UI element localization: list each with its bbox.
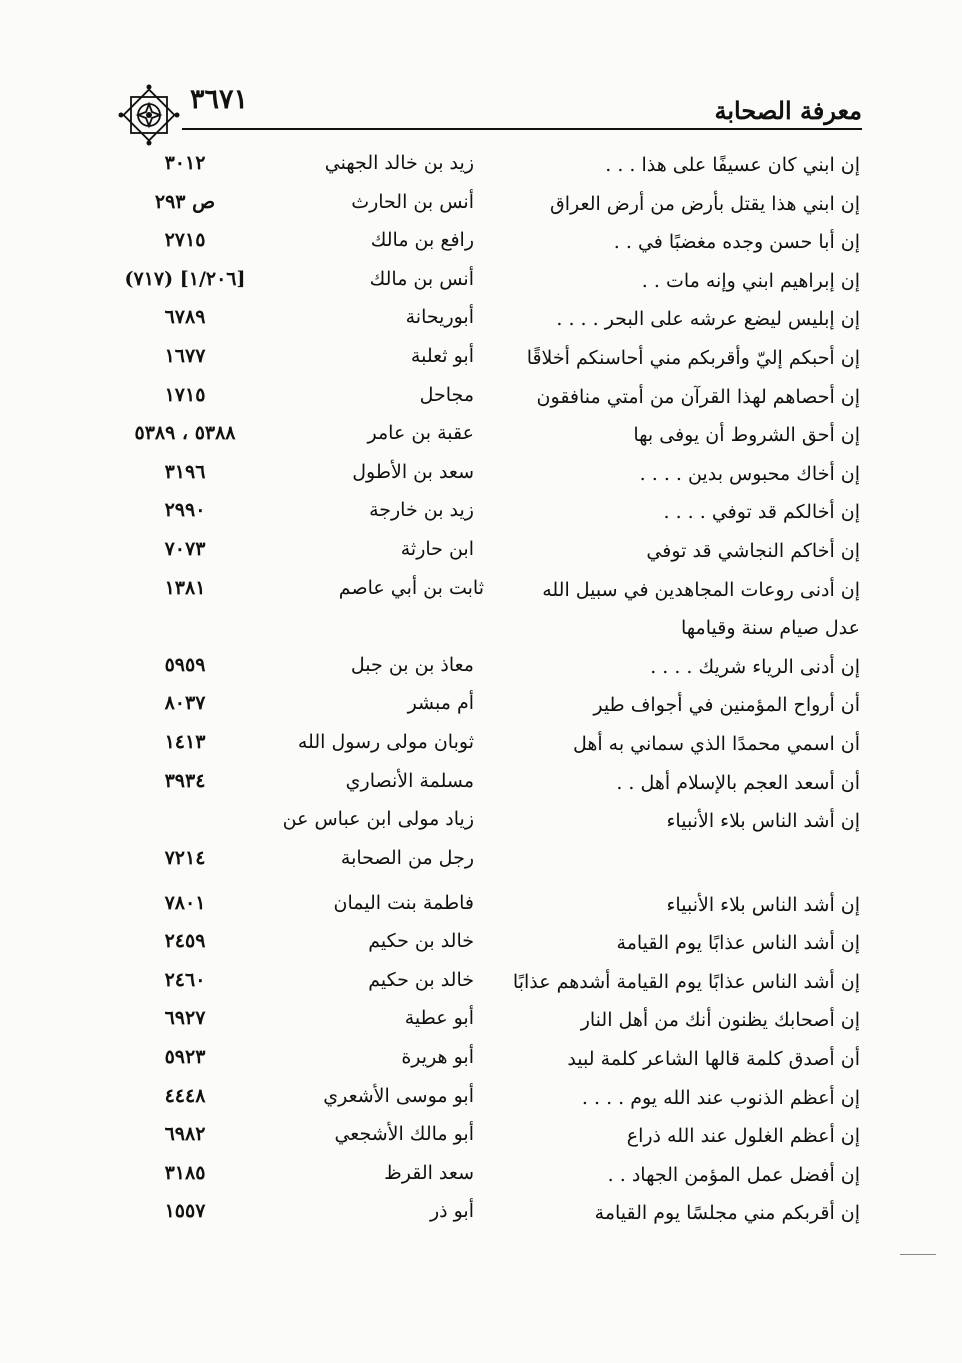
narrator-name: رافع بن مالك — [370, 229, 474, 252]
index-row — [0, 534, 962, 573]
hadith-opening-text: إن أخاكم النجاشي قد توفي — [646, 539, 860, 562]
reference-number: ٢٩٩٠ — [164, 499, 206, 522]
reference-number: ٢٤٦٠ — [164, 968, 206, 991]
hadith-opening-text: أن اسمي محمدًا الذي سماني به أهل — [572, 732, 860, 755]
reference-number: ٣٩٣٤ — [164, 769, 206, 792]
index-row — [0, 1196, 962, 1235]
index-row — [0, 766, 962, 805]
index-row — [0, 965, 962, 1004]
index-row — [0, 888, 962, 927]
index-row — [0, 1042, 962, 1081]
index-row — [0, 1119, 962, 1158]
narrator-name: أبو ثعلبة — [410, 344, 474, 367]
index-row — [0, 1003, 962, 1042]
narrator-name: أم مبشر — [407, 692, 474, 715]
index-row — [0, 1081, 962, 1120]
narrator-name: أبو موسى الأشعري — [323, 1084, 474, 1107]
reference-number: ٦٩٢٧ — [164, 1007, 206, 1030]
narrator-name: مجاحل — [419, 383, 474, 406]
hadith-opening-text: إن أخالكم قد توفي . . . . — [663, 501, 860, 524]
narrator-name: فاطمة بنت اليمان — [333, 891, 474, 914]
narrator-name: سعد بن الأطول — [352, 460, 474, 483]
index-row — [0, 804, 962, 843]
reference-number: ٧٨٠١ — [164, 891, 206, 914]
reference-number: ٦٧٨٩ — [164, 306, 206, 329]
hadith-opening-text: إن إبراهيم ابني وإنه مات . . — [641, 269, 860, 292]
reference-number: ٤٤٤٨ — [164, 1084, 206, 1107]
reference-number: ٣٠١٢ — [164, 152, 206, 174]
narrator-name: ثابت بن أبي عاصم — [338, 576, 484, 599]
reference-number: ٥٣٨٨ ، ٥٣٨٩ — [134, 422, 236, 445]
hadith-opening-text: عدل صيام سنة وقيامها — [681, 617, 860, 640]
reference-number: [١/٢٠٦] (٧١٧) — [124, 267, 246, 290]
narrator-name: مسلمة الأنصاري — [345, 769, 474, 792]
reference-number: ٣١٩٦ — [164, 460, 206, 483]
narrator-name: أنس بن مالك — [369, 267, 474, 290]
reference-number: ٨٠٣٧ — [164, 692, 206, 715]
index-row — [0, 380, 962, 419]
hadith-opening-text: إن إبليس ليضع عرشه على البحر . . . . — [556, 308, 860, 331]
index-row — [0, 1158, 962, 1197]
page-header — [0, 0, 962, 140]
narrator-name: رجل من الصحابة — [340, 846, 474, 869]
reference-number: ٧٠٧٣ — [164, 537, 206, 560]
reference-number: ٢٧١٥ — [164, 229, 206, 252]
index-row — [0, 302, 962, 341]
hadith-opening-text: إن أخاك محبوس بدين . . . . — [639, 462, 860, 485]
header-divider — [182, 128, 862, 130]
hadith-opening-text: إن أحبكم إليّ وأقربكم مني أحاسنكم أخلاقًا — [526, 346, 860, 369]
page-number: ٣٦٧١ — [190, 84, 249, 115]
index-row — [0, 264, 962, 303]
index-row — [0, 926, 962, 965]
hadith-opening-text: إن أحق الشروط أن يوفى بها — [633, 424, 860, 447]
narrator-name: أنس بن الحارث — [351, 190, 474, 213]
hadith-opening-text: إن أعظم الذنوب عند الله يوم . . . . — [581, 1086, 860, 1109]
index-row — [0, 573, 962, 612]
index-row — [0, 457, 962, 496]
index-row — [0, 225, 962, 264]
footer-mark — [900, 1254, 936, 1255]
hadith-opening-text: إن أعظم الغلول عند الله ذراع — [626, 1125, 860, 1148]
narrator-name: معاذ بن بن جبل — [350, 653, 474, 676]
reference-number: ٥٩٢٣ — [164, 1046, 206, 1069]
narrator-name: سعد القرظ — [384, 1161, 474, 1184]
narrator-name: أبو هريرة — [401, 1046, 474, 1069]
hadith-opening-text: إن أحصاهم لهذا القرآن من أمتي منافقون — [536, 385, 860, 408]
narrator-name: ابن حارثة — [400, 537, 474, 560]
octagonal-star-ornament-icon — [118, 84, 180, 146]
hadith-opening-text: إن أشد الناس عذابًا يوم القيامة — [616, 932, 860, 955]
narrator-name: أبو مالك الأشجعي — [334, 1123, 474, 1146]
hadith-opening-text: إن أصحابك يظنون أنك من أهل النار — [580, 1009, 860, 1032]
reference-number: ١٤١٣ — [164, 730, 206, 753]
reference-number: ٢٤٥٩ — [164, 930, 206, 953]
hadith-opening-text: إن أشد الناس بلاء الأنبياء — [666, 810, 860, 833]
narrator-name: زياد مولى ابن عباس عن — [282, 808, 474, 831]
reference-number: ١٥٥٧ — [164, 1200, 206, 1223]
narrator-name: خالد بن حكيم — [368, 930, 474, 953]
book-title: معرفة الصحابة — [714, 96, 862, 125]
hadith-opening-text: أن أسعد العجم بالإسلام أهل . . — [616, 771, 860, 794]
narrator-name: أبو عطية — [404, 1007, 474, 1030]
narrator-name: زيد بن خالد الجهني — [324, 152, 474, 174]
hadith-opening-text: إن ابني كان عسيفًا على هذا . . . — [605, 154, 860, 176]
index-row — [0, 341, 962, 380]
reference-number: ٧٢١٤ — [164, 846, 206, 869]
index-row — [0, 495, 962, 534]
index-row — [0, 650, 962, 689]
hadith-opening-text: إن أدنى الرياء شريك . . . . — [650, 655, 860, 678]
hadith-opening-text: إن أشد الناس بلاء الأنبياء — [666, 893, 860, 916]
narrator-name: عقبة بن عامر — [367, 422, 474, 445]
index-row — [0, 727, 962, 766]
hadith-opening-text: إن أشد الناس عذابًا يوم القيامة أشدهم عذابًا — [512, 970, 860, 993]
index-row — [0, 611, 962, 650]
reference-number: ١٧١٥ — [164, 383, 206, 406]
reference-number: ٣١٨٥ — [164, 1161, 206, 1184]
reference-number: ٦٩٨٢ — [164, 1123, 206, 1146]
hadith-opening-text: إن أبا حسن وجده مغضبًا في . . — [613, 231, 860, 254]
index-row — [0, 148, 962, 187]
hadith-opening-text: إن أدنى روعات المجاهدين في سبيل الله — [542, 578, 860, 601]
hadith-opening-text: أن أرواح المؤمنين في أجواف طير — [593, 694, 860, 717]
reference-number: ٥٩٥٩ — [164, 653, 206, 676]
narrator-name: خالد بن حكيم — [368, 968, 474, 991]
hadith-opening-text: إن ابني هذا يقتل بأرض من أرض العراق — [550, 192, 860, 215]
narrator-name: زيد بن خارجة — [369, 499, 474, 522]
hadith-opening-text: أن أصدق كلمة قالها الشاعر كلمة لبيد — [567, 1048, 860, 1071]
hadith-opening-text: إن أفضل عمل المؤمن الجهاد . . — [607, 1163, 860, 1186]
narrator-name: أبوريحانة — [405, 306, 474, 329]
reference-number: ص ٢٩٣ — [154, 190, 216, 213]
index-row — [0, 187, 962, 226]
index-row — [0, 418, 962, 457]
hadith-opening-text: إن أقربكم مني مجلسًا يوم القيامة — [594, 1202, 860, 1225]
index-row — [0, 843, 962, 888]
index-row — [0, 688, 962, 727]
reference-number: ١٦٧٧ — [164, 344, 206, 367]
reference-number: ١٣٨١ — [164, 576, 206, 599]
narrator-name: ثوبان مولى رسول الله — [297, 730, 474, 753]
narrator-name: أبو ذر — [429, 1200, 474, 1223]
index-entries — [0, 148, 962, 1235]
